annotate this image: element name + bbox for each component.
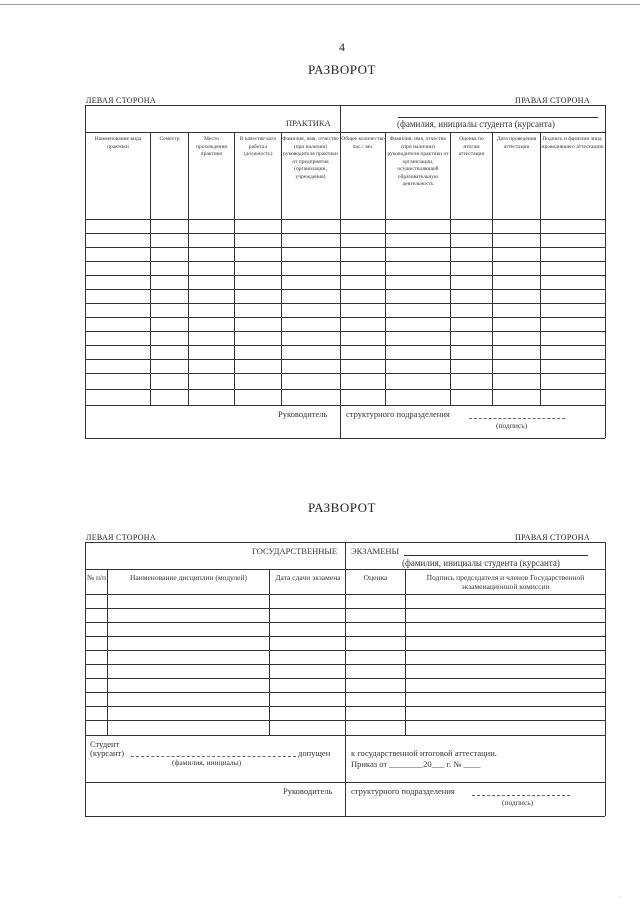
col-semester: Семестр bbox=[159, 136, 180, 142]
col-date: Дата проведения аттестации bbox=[496, 136, 537, 150]
col-line bbox=[450, 132, 451, 405]
cadet-label: (курсант) bbox=[90, 748, 125, 758]
table-row bbox=[85, 261, 605, 262]
right-side-label: ПРАВАЯ СТОРОНА bbox=[515, 96, 590, 105]
col-exam-date: Дата сдачи экзамена bbox=[275, 573, 341, 582]
col-supervisor-enterprise: Фамилия, имя, отчество (при наличии) руководителя практики от предприятия (организации, учреждения) bbox=[282, 136, 339, 180]
certification-text: к государственной итоговой аттестации. bbox=[351, 748, 497, 758]
table-row bbox=[85, 650, 605, 651]
signature-caption: (подпись) bbox=[496, 421, 528, 430]
student-caption: (фамилия, инициалы студента (курсанта) bbox=[397, 119, 555, 129]
col-practice-type: Наименование вида практики bbox=[94, 136, 142, 150]
frame-left bbox=[85, 542, 86, 816]
table-row bbox=[85, 359, 605, 360]
signature-caption: (подпись) bbox=[502, 798, 534, 807]
header-top-line bbox=[85, 132, 605, 133]
header-bottom-line bbox=[85, 219, 605, 220]
unit-label: структурного подразделения bbox=[351, 786, 455, 796]
header-bottom-line bbox=[85, 594, 605, 595]
col-number: № п/п bbox=[86, 573, 107, 582]
frame-bottom bbox=[85, 816, 605, 817]
table-row bbox=[85, 664, 605, 665]
col-line bbox=[385, 132, 386, 405]
col-grade: Оценка по итогам аттестации bbox=[458, 136, 485, 157]
table-row bbox=[85, 678, 605, 679]
head-label: Руководитель bbox=[283, 786, 333, 796]
table-row bbox=[85, 247, 605, 248]
table-row bbox=[85, 706, 605, 707]
top-rule bbox=[0, 4, 640, 5]
scan-speck: · bbox=[619, 893, 622, 902]
admission-bottom-line bbox=[85, 782, 605, 783]
table-row bbox=[85, 720, 605, 721]
col-line bbox=[150, 132, 151, 405]
col-hours: Общее количество час./ зач. bbox=[341, 136, 385, 150]
table-row bbox=[85, 275, 605, 276]
spread-title: РАЗВОРОТ bbox=[308, 500, 376, 515]
col-line bbox=[281, 132, 282, 405]
exams-label: ЭКЗАМЕНЫ bbox=[351, 546, 399, 556]
signature-line bbox=[469, 418, 565, 419]
student-name-line bbox=[404, 555, 588, 556]
table-row bbox=[85, 331, 605, 332]
order-text: Приказ от ________20___ г. № ____ bbox=[351, 759, 481, 769]
table-row bbox=[85, 345, 605, 346]
left-side-label: ЛЕВАЯ СТОРОНА bbox=[86, 533, 156, 542]
page-number: 4 bbox=[339, 40, 345, 54]
col-supervisor-org: Фамилия, имя, отчество (при наличии) руководителя практики от организации, осуществляющей образовательную деятельность bbox=[387, 136, 449, 187]
table-row bbox=[85, 608, 605, 609]
spine-line bbox=[345, 542, 346, 816]
admitted-label: допущен bbox=[298, 748, 331, 758]
unit-label: структурного подразделения bbox=[346, 409, 450, 419]
table-row bbox=[85, 636, 605, 637]
table-row bbox=[85, 373, 605, 374]
col-line bbox=[234, 132, 235, 405]
frame-top bbox=[85, 105, 605, 106]
right-side-label: ПРАВАЯ СТОРОНА bbox=[515, 533, 590, 542]
frame-bottom bbox=[85, 438, 605, 439]
col-grade: Оценка bbox=[363, 573, 388, 582]
table-bottom-line bbox=[85, 735, 605, 736]
table-row bbox=[85, 303, 605, 304]
col-place: Место прохождения практики bbox=[196, 136, 227, 157]
name-caption: (фамилия, инициалы) bbox=[172, 758, 242, 767]
table-bottom-line bbox=[85, 405, 605, 406]
state-label: ГОСУДАРСТВЕННЫЕ bbox=[252, 546, 338, 556]
col-commission-signature: Подпись председателя и членов Государственной экзаменационной комиссии bbox=[426, 573, 585, 591]
practice-label: ПРАКТИКА bbox=[286, 118, 331, 128]
left-side-label: ЛЕВАЯ СТОРОНА bbox=[86, 96, 156, 105]
spread-title: РАЗВОРОТ bbox=[308, 62, 376, 77]
student-label: Студент bbox=[90, 739, 120, 749]
table-row bbox=[85, 233, 605, 234]
table-row bbox=[85, 389, 605, 390]
student-name-fill-line bbox=[131, 756, 296, 757]
table-row bbox=[85, 622, 605, 623]
col-line bbox=[492, 132, 493, 405]
col-discipline: Наименование дисциплин (модулей) bbox=[129, 573, 248, 582]
head-label: Руководитель bbox=[278, 409, 328, 419]
signature-line bbox=[472, 795, 570, 796]
table-row bbox=[85, 289, 605, 290]
col-line bbox=[540, 132, 541, 405]
header-top-line bbox=[85, 569, 605, 570]
student-name-line bbox=[398, 117, 598, 118]
frame-right bbox=[605, 105, 606, 438]
frame-right bbox=[605, 542, 606, 816]
col-signature: Подпись и фамилия лица, проводившего аттестацию bbox=[541, 136, 604, 150]
table-row bbox=[85, 317, 605, 318]
col-line bbox=[188, 132, 189, 405]
table-row bbox=[85, 692, 605, 693]
student-caption: (фамилия, инициалы студента (курсанта) bbox=[402, 558, 560, 568]
col-position: В качестве кого работал (должность) bbox=[239, 136, 277, 157]
